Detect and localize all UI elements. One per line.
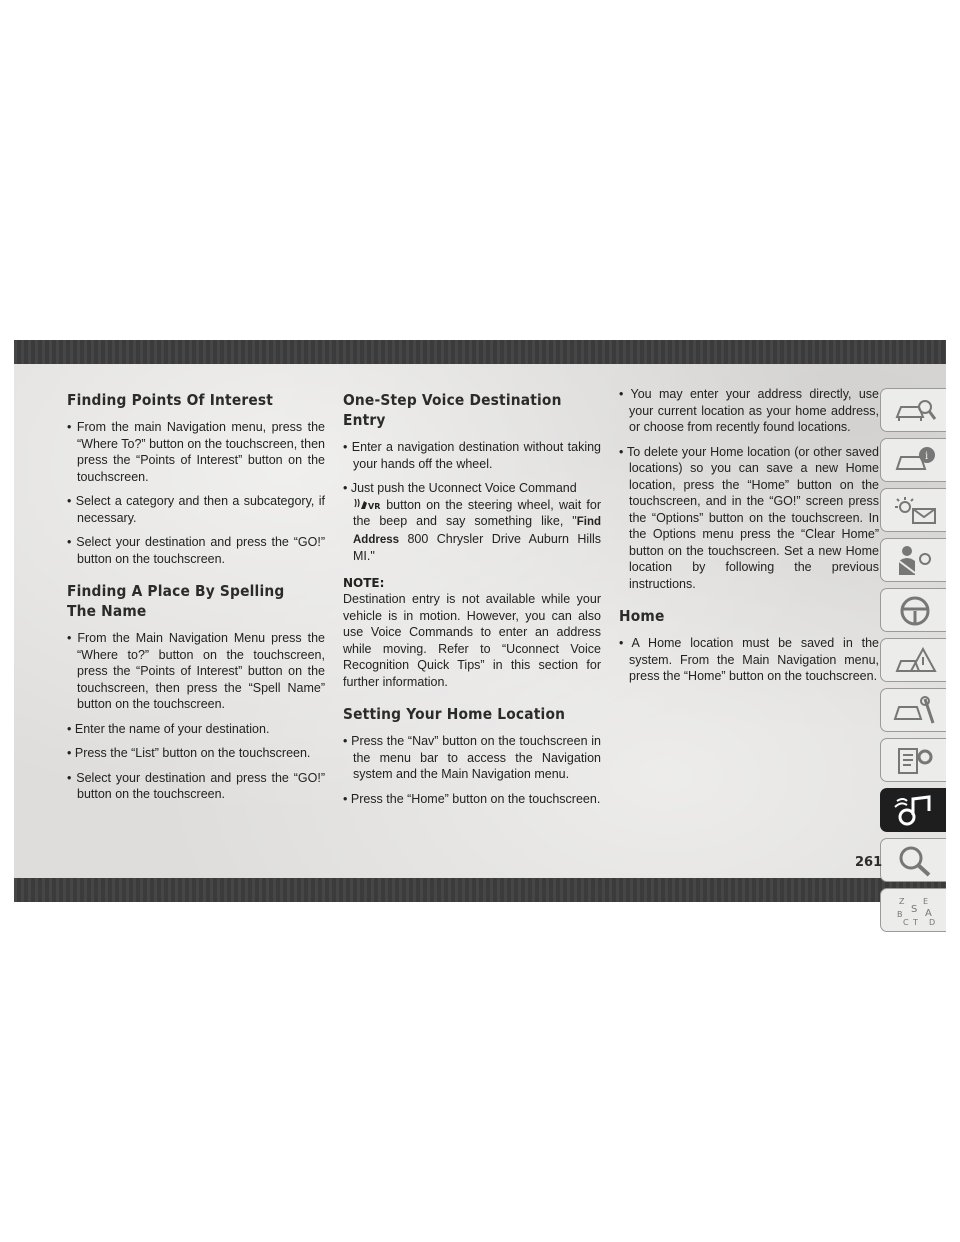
tab-customer-assistance[interactable] — [880, 838, 946, 882]
index-letter: E — [923, 897, 929, 906]
index-letter: B — [897, 910, 903, 919]
tab-technical-specifications[interactable] — [880, 738, 946, 782]
page-number: 261 — [855, 855, 883, 870]
bottom-band — [14, 878, 946, 902]
index-letters-icon — [893, 895, 937, 927]
svg-text:i: i — [925, 451, 929, 462]
index-letter: Z — [899, 897, 905, 906]
index-letter: C — [903, 918, 909, 927]
column-2 — [343, 386, 601, 815]
bullet-text: button on the steering wheel, wait for the beep and say something like, " — [353, 497, 601, 528]
heading-setting-home-location: Setting Your Home Location — [343, 705, 566, 723]
heading-home: Home — [619, 607, 665, 625]
light-envelope-icon — [893, 495, 937, 527]
car-wrench-icon — [893, 695, 937, 727]
column-3 — [619, 386, 879, 693]
bullet-item: • Enter the name of your destination. — [67, 721, 325, 738]
top-band — [14, 340, 946, 364]
tab-in-case-of-emergency[interactable] — [880, 638, 946, 682]
bullet-text: Just push the Uconnect Voice Command — [350, 481, 577, 495]
heading-one-step-voice-destination: One-Step Voice Destination Entry — [343, 391, 562, 429]
index-letter: S — [911, 904, 918, 915]
tab-steering-wheel[interactable] — [880, 588, 946, 632]
magnifier-icon — [893, 845, 937, 877]
document-gear-icon — [893, 745, 937, 777]
note-text: Destination entry is not available while your vehicle is in motion. However, you can also use Voice Commands to enter an address while moving. Refer to “Uconnect Voice Recognition Quick Tips” in this section for further information. — [343, 592, 601, 689]
tab-multimedia[interactable] — [880, 788, 946, 832]
tab-getting-to-know-vehicle[interactable] — [880, 388, 946, 432]
tab-index[interactable] — [880, 888, 946, 932]
bullet-item-voice-command — [343, 480, 601, 565]
bullet-item: • Select your destination and press the “GO!” button on the touchscreen. — [67, 534, 325, 567]
column-1 — [67, 386, 325, 811]
heading-finding-place-by-spelling: Finding A Place By Spelling The Name — [67, 582, 285, 620]
multimedia-music-icon — [893, 795, 937, 827]
bullet-item: • To delete your Home location (or other saved locations) so you can save a new Home location, press the “Home” button on the touchscreen, and in the “GO!” screen press the “Options” button on the touchscreen. In the Options menu press the “Clear Home” button on the touchscreen. Set a new Home location by following the previous instructions. — [619, 444, 879, 593]
bullet-item: • From the Main Navigation Menu press the “Where to?” button on the touchscreen, press the “Points of Interest” button on the touchscreen, then press the “Spell Name” button on the touchscreen. — [67, 630, 325, 713]
index-letter: A — [925, 908, 932, 919]
index-letter: D — [929, 918, 936, 927]
steering-wheel-icon — [893, 595, 937, 627]
tab-starting-operating[interactable] — [880, 538, 946, 582]
note-title: NOTE: — [343, 575, 385, 590]
bullet-item: • From the main Navigation menu, press the “Where To?” button on the touchscreen, then press the “Points of Interest” button on the touchscreen. — [67, 419, 325, 485]
tab-safety[interactable] — [880, 488, 946, 532]
bullet-item: • Press the “Home” button on the touchscreen. — [343, 791, 601, 808]
voice-command-vr-icon — [353, 497, 381, 511]
bullet-item: • Enter a navigation destination without taking your hands off the wheel. — [343, 439, 601, 472]
tab-instrument-panel[interactable] — [880, 438, 946, 482]
bullet-item: • Press the “List” button on the touchscreen. — [67, 745, 325, 762]
vr-icon-label: VR — [368, 501, 381, 511]
bullet-item: • Select a category and then a subcategory, if necessary. — [67, 493, 325, 526]
person-seatbelt-icon — [893, 545, 937, 577]
tab-servicing-maintenance[interactable] — [880, 688, 946, 732]
bullet-item: • Select your destination and press the “GO!” button on the touchscreen. — [67, 770, 325, 803]
bullet-text: 800 Chrysler Drive Auburn Hills MI." — [353, 531, 601, 563]
find-address-keyword: Find Address — [353, 516, 601, 546]
car-magnifier-icon — [893, 395, 937, 427]
bullet-item: • A Home location must be saved in the system. From the Main Navigation menu, press the “Home” button on the touchscreen. — [619, 635, 879, 685]
bullet-item: • Press the “Nav” button on the touchscreen in the menu bar to access the Navigation system and the Main Navigation menu. — [343, 733, 601, 783]
bullet-item: • You may enter your address directly, use your current location as your home address, or choose from recently found locations. — [619, 386, 879, 436]
heading-finding-points-of-interest: Finding Points Of Interest — [67, 391, 274, 409]
index-letter: T — [913, 918, 918, 927]
car-info-icon — [893, 445, 937, 477]
warning-car-icon — [893, 645, 937, 677]
